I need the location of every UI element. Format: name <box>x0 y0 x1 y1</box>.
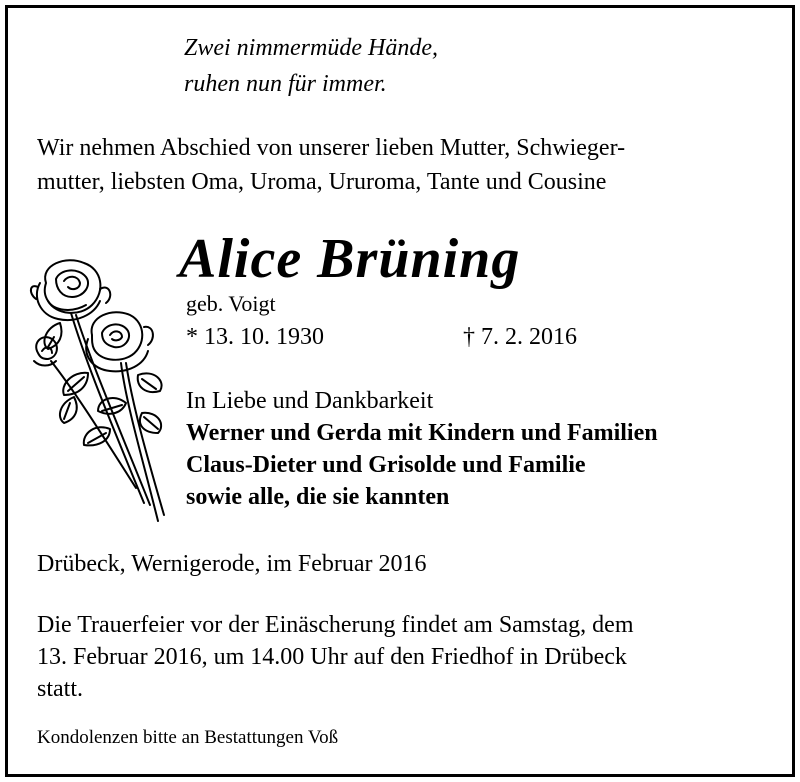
funeral-service-info <box>37 609 633 705</box>
obituary-notice <box>5 5 795 777</box>
mourners-line-3: sowie alle, die sie kannten <box>186 484 450 510</box>
mourners <box>186 385 658 513</box>
intro-line-2: mutter, liebsten Oma, Uroma, Ururoma, Tante und Cousine <box>37 169 607 195</box>
verse-line-1: Zwei nimmermüde Hände, <box>184 35 438 61</box>
mourners-line-2: Claus-Dieter und Grisolde und Familie <box>186 452 586 478</box>
service-line-1: Die Trauerfeier vor der Einäscherung findet am Samstag, dem <box>37 612 634 638</box>
mourners-intro: In Liebe und Dankbarkeit <box>186 388 434 414</box>
deceased-name: Alice Brüning <box>179 228 521 290</box>
birth-date: * 13. 10. 1930 <box>186 324 324 350</box>
condolence-note: Kondolenzen bitte an Bestattungen Voß <box>37 727 339 748</box>
mourners-line-1: Werner und Gerda mit Kindern und Familien <box>186 420 658 446</box>
roses-icon <box>26 253 186 528</box>
farewell-intro <box>37 131 625 199</box>
birth-name: geb. Voigt <box>186 291 276 316</box>
verse-line-2: ruhen nun für immer. <box>184 71 387 97</box>
verse <box>184 30 438 102</box>
death-date: † 7. 2. 2016 <box>463 324 577 350</box>
service-line-2: 13. Februar 2016, um 14.00 Uhr auf den Friedhof in Drübeck <box>37 644 627 670</box>
intro-line-1: Wir nehmen Abschied von unserer lieben Mutter, Schwieger- <box>37 135 626 161</box>
place-date: Drübeck, Wernigerode, im Februar 2016 <box>37 551 427 577</box>
service-line-3: statt. <box>37 676 83 702</box>
